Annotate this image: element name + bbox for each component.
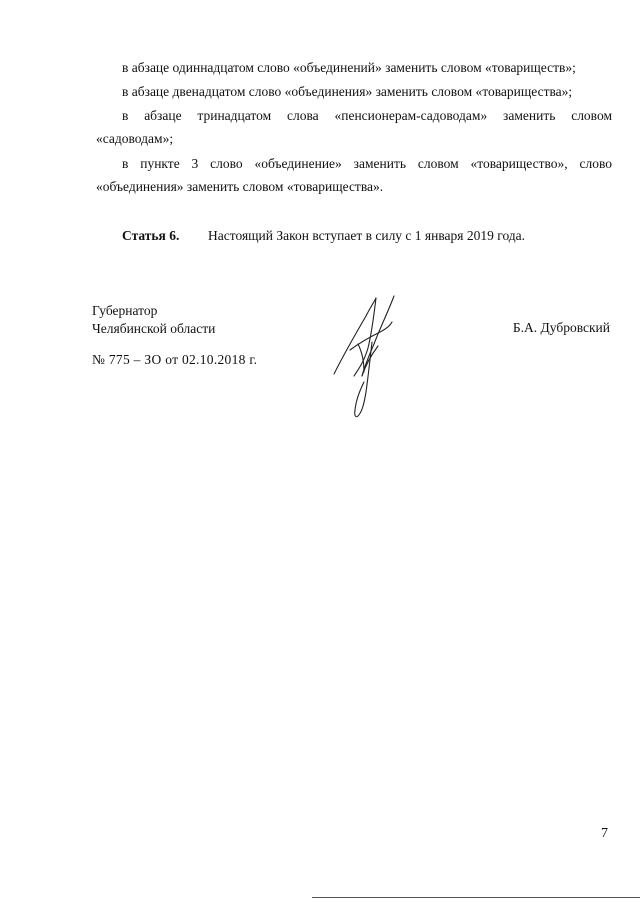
paragraph-twelfth-clause: в абзаце двенадцатом слово «объединения» заменить словом «товарищества»; [122, 84, 573, 99]
signatory-position [92, 302, 215, 338]
handwritten-signature [328, 292, 408, 422]
page-number: 7 [601, 826, 608, 841]
paragraph-point-3 [96, 152, 612, 198]
signatory-name: Б.А. Дубровский [512, 320, 610, 335]
article-6 [122, 228, 525, 244]
paragraph-line: «объединения» заменить словом «товарищества». [96, 179, 384, 194]
paragraph-line: в пункте 3 слово «объединение» заменить словом «товарищество», слово [122, 156, 612, 171]
document-number-date: № 775 – ЗО от 02.10.2018 г. [92, 352, 258, 367]
article-text: Настоящий Закон вступает в силу с 1 января 2019 года. [208, 228, 526, 243]
paragraph-thirteenth-clause [96, 104, 612, 150]
footer-rule [312, 897, 640, 898]
paragraph-eleventh-clause: в абзаце одиннадцатом слово «объединений» заменить словом «товариществ»; [122, 60, 576, 75]
position-title: Губернатор [92, 303, 158, 318]
position-region: Челябинской области [92, 321, 216, 336]
paragraph-line: в абзаце тринадцатом слова «пенсионерам-садоводам» заменить словом [122, 108, 612, 123]
article-label: Статья 6. [122, 228, 180, 243]
paragraph-line: «садоводам»; [96, 131, 174, 146]
